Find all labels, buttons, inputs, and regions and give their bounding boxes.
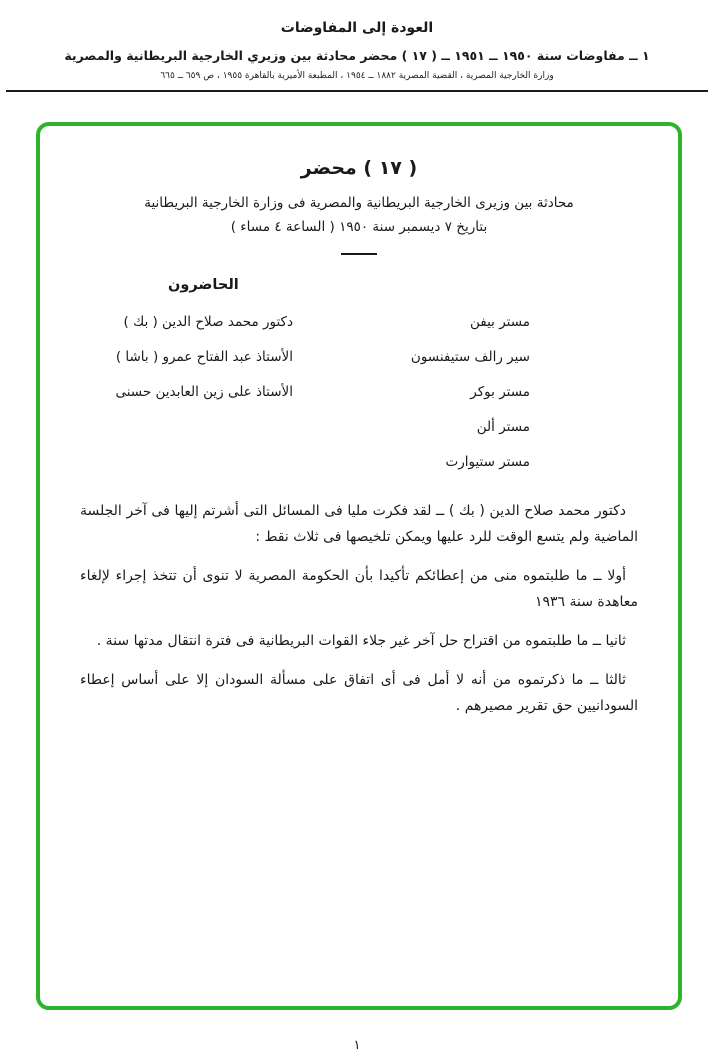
document-subtitle-line2: بتاريخ ٧ ديسمبر سنة ١٩٥٠ ( الساعة ٤ مساء ) <box>230 219 488 235</box>
header-divider-rule <box>6 90 708 92</box>
header-back-title: العودة إلى المفاوضات <box>280 20 434 36</box>
attendee-name: الأستاذ على زين العابدين حسنى <box>115 384 293 400</box>
paragraph-second: ثانيا ــ ما طلبتموه من اقتراح حل آخر غير جلاء القوات البريطانية فى فترة انتقال مدتها سنة . <box>96 633 626 649</box>
page-number: ١ <box>353 1038 361 1053</box>
attendees-list <box>80 305 638 480</box>
header-series-line: ١ ــ مفاوضات سنة ١٩٥٠ ــ ١٩٥١ ــ ( ١٧ ) محضر محادثة بين وزيري الخارجية البريطانية والمصرية <box>64 48 650 63</box>
header-source-line: وزارة الخارجية المصرية ، القضية المصرية ١٨٨٢ ــ ١٩٥٤ ، المطبعة الأميرية بالقاهرة ١٩٥٥ ، ص ٦٥٩ ــ ٦٦٥ <box>160 71 554 81</box>
paragraph-intro: دكتور محمد صلاح الدين ( بك ) ــ لقد فكرت مليا فى المسائل التى أشرتم إليها فى آخر الجلسة الماضية ولم يتسع الوقت للرد عليها ويمكن تلخيصها فى ثلاث نقط : <box>80 503 638 545</box>
attendees-british-column <box>317 305 638 480</box>
attendee-name: دكتور محمد صلاح الدين ( بك ) <box>123 314 293 330</box>
page-header <box>0 0 714 92</box>
paragraph-first: أولا ــ ما طلبتموه منى من إعطائكم تأكيدا بأن الحكومة المصرية لا تنوى أن تتخذ إجراء لإلغاء معاهدة سنة ١٩٣٦ <box>80 568 638 610</box>
attendees-heading: الحاضرون <box>168 277 239 293</box>
attendee-name: الأستاذ عبد الفتاح عمرو ( باشا ) <box>115 349 293 365</box>
document-body <box>80 498 638 719</box>
attendee-name: مستر بيفن <box>469 314 530 330</box>
page-footer <box>0 1038 714 1053</box>
document-title: ( ١٧ ) محضر <box>300 157 418 179</box>
attendees-egyptian-column <box>80 305 317 480</box>
attendee-name: مستر ستيوارت <box>445 454 530 470</box>
attendee-name: سير رالف ستيفنسون <box>410 349 530 365</box>
section-divider-rule <box>341 253 377 255</box>
paragraph-third: ثالثا ــ ما ذكرتموه من أنه لا أمل فى أى اتفاق على مسألة السودان إلا على أساس إعطاء السودانيين حق تقرير مصيرهم . <box>80 672 638 714</box>
document-subtitle-line1: محادثة بين وزيرى الخارجية البريطانية والمصرية فى وزارة الخارجية البريطانية <box>144 195 574 211</box>
attendee-name: مستر ألن <box>476 419 530 435</box>
attendee-name: مستر بوكر <box>470 384 530 400</box>
document-green-frame <box>36 122 682 1010</box>
